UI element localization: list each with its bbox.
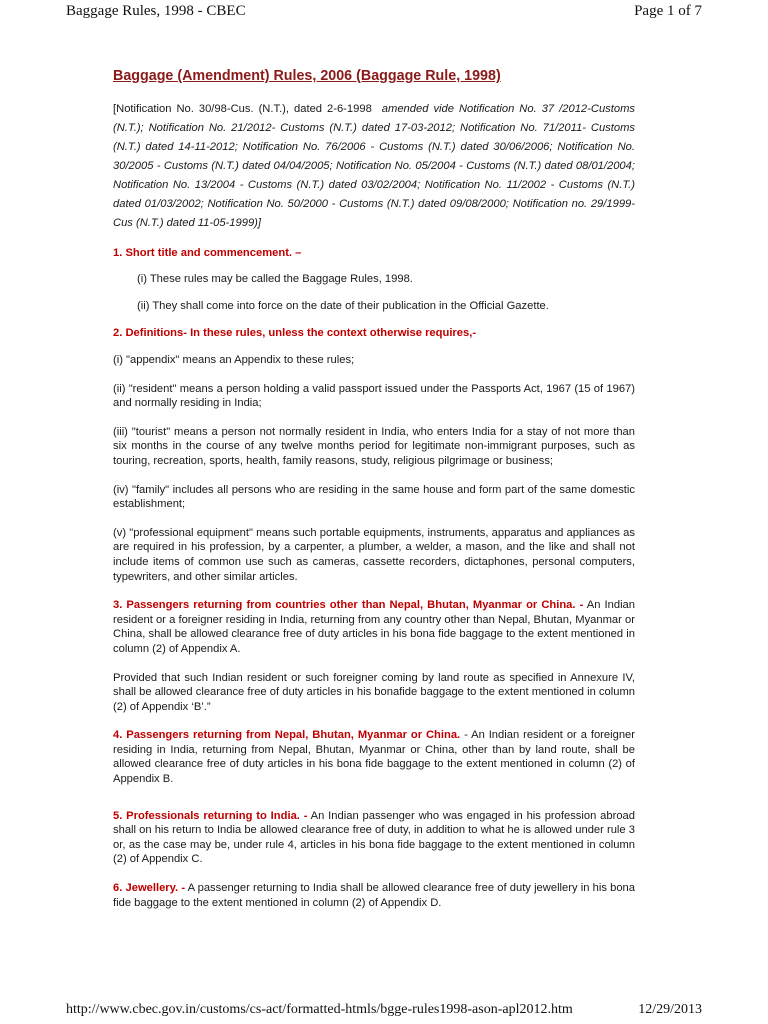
- section-3: [113, 598, 635, 656]
- section-3-body: An Indian resident or a foreigner residing in India, returning from any country other than Nepal, Bhutan, Myanmar or China, shall be allowed clearance free of duty articles in his bona fide baggage to the extent mentioned in column (2) of Appendix A.: [113, 599, 635, 655]
- section-5-body: An Indian passenger who was engaged in his profession abroad shall on his return to India be allowed clearance free of duty, in addition to what he is allowed under rule 3 or, as the case may be, under rule 4, articles in his bona fide baggage to the extent mentioned in column (2) of Appendix C.: [113, 809, 635, 866]
- definition-tourist: (iii) "tourist" means a person not normally resident in India, who enters India for a stay of not more than six months in the course of any twelve months period for legitimate non-immigrant purposes, such as touring, recreation, sports, health, family reasons, study, religious pilgrimage or business;: [113, 425, 635, 467]
- section-6-title: 6. Jewellery. -: [113, 882, 186, 895]
- section-4: [113, 728, 635, 786]
- notification-lead: [Notification No. 30/98-Cus. (N.T.), dated 2-6-1998: [113, 103, 372, 115]
- document-title: Baggage (Amendment) Rules, 2006 (Baggage Rule, 1998): [113, 68, 501, 84]
- section-1-heading: 1. Short title and commencement. –: [113, 247, 302, 259]
- definition-appendix: (i) "appendix" means an Appendix to these rules;: [113, 354, 355, 366]
- section-4-title: 4. Passengers returning from Nepal, Bhutan, Myanmar or China.: [113, 729, 461, 742]
- source-url: http://www.cbec.gov.in/customs/cs-act/formatted-htmls/bgge-rules1998-ason-apl2012.htm: [66, 1002, 573, 1017]
- section-3-proviso: Provided that such Indian resident or such foreigner coming by land route as specified in Annexure IV, shall be allowed clearance free of duty articles in his bonafide baggage to the extent mentioned in column (2) of Appendix ‘B’.”: [113, 671, 635, 713]
- section-4-body: - An Indian resident or a foreigner residing in India, returning from Nepal, Bhutan, Myanmar or China, other than by land route, shall be allowed clearance free of duty articles in his bona fide baggage to the extent mentioned in column (2) of Appendix B.: [113, 729, 635, 786]
- page-number: Page 1 of 7: [634, 3, 702, 19]
- document-body: [113, 68, 635, 924]
- section-5-title: 5. Professionals returning to India. -: [113, 809, 308, 822]
- section-2-heading: 2. Definitions- In these rules, unless the context otherwise requires,-: [113, 327, 477, 339]
- section-1-item-ii: (ii) They shall come into force on the date of their publication in the Official Gazette.: [137, 300, 549, 312]
- definition-professional-equipment: (v) "professional equipment" means such portable equipments, instruments, apparatus and appliances as are required in his profession, by a carpenter, a plumber, a welder, a mason, and the like and shall not include items of common use such as cameras, cassette recorders, dictaphones, personal computers, typewriters, and other similar articles.: [113, 526, 635, 583]
- section-6: [113, 881, 635, 910]
- section-1-item-i: (i) These rules may be called the Baggage Rules, 1998.: [137, 273, 413, 285]
- page-header-title: Baggage Rules, 1998 - CBEC: [66, 3, 246, 19]
- definition-family: (iv) "family" includes all persons who are residing in the same house and form part of the same domestic establishment;: [113, 483, 635, 511]
- notification-amendments: amended vide Notification No. 37 /2012-Customs (N.T.); Notification No. 21/2012- Customs (N.T.) dated 17-03-2012; Notification No. 71/2011- Customs (N.T.) dated 14-11-2012; Notification No. 76/2006 - Customs (N.T.) dated 30/06/2006; Notification No. 30/2005 - Customs (N.T.) dated 04/04/2005; Notification No. 05/2004 - Customs (N.T.) dated 08/01/2004; Notification No. 13/2004 - Customs (N.T.) dated 03/02/2004; Notification No. 11/2002 - Customs (N.T.) dated 01/03/2002; Notification No. 50/2000 - Customs (N.T.) dated 09/08/2000; Notification no. 29/1999-Cus (N.T.) dated 11-05-1999)]: [113, 103, 636, 229]
- definition-resident: (ii) "resident" means a person holding a valid passport issued under the Passports Act, 1967 (15 of 1967) and normally residing in India;: [113, 382, 635, 410]
- section-3-title: 3. Passengers returning from countries other than Nepal, Bhutan, Myanmar or China. -: [113, 599, 584, 612]
- section-5: [113, 809, 635, 867]
- print-date: 12/29/2013: [638, 1002, 702, 1017]
- section-6-body: A passenger returning to India shall be allowed clearance free of duty jewellery in his bona fide baggage to the extent mentioned in column (2) of Appendix D.: [113, 882, 635, 909]
- notification-paragraph: [113, 100, 635, 233]
